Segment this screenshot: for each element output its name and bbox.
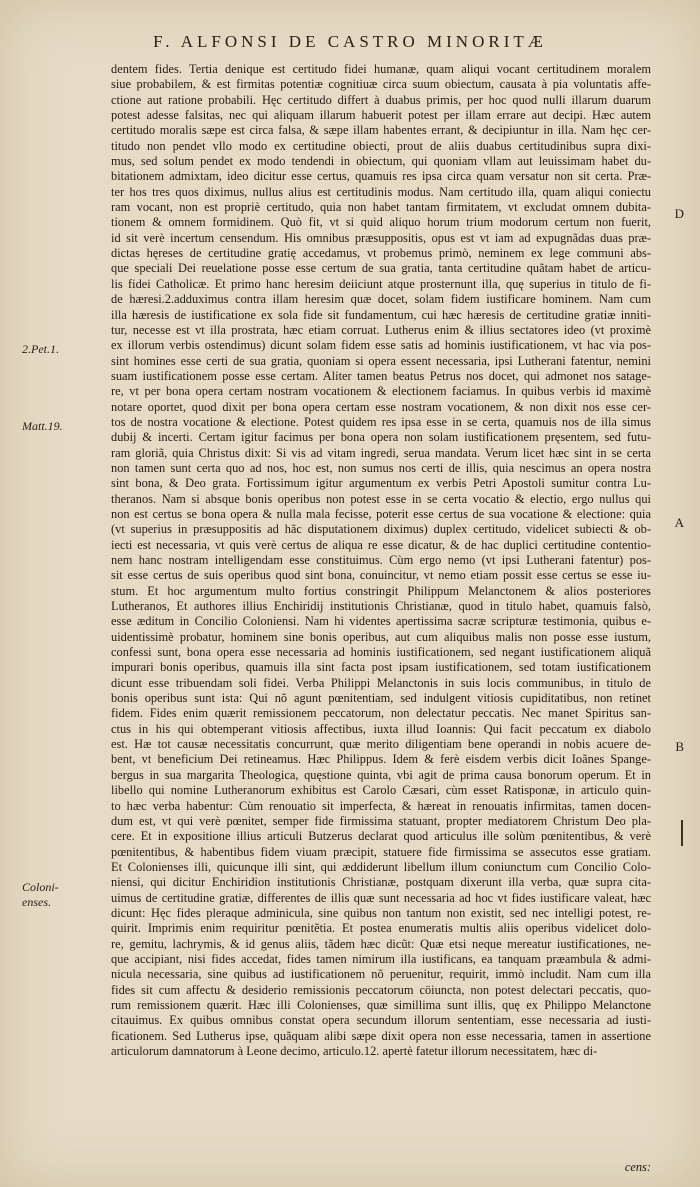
text-line: non est certus se bona opera & nulla mala fecisse, poterit esse certus de sua vocatione & electione: quia bbox=[111, 506, 651, 521]
text-line: stum. Et hoc argumentum multo fortius constringit Philippum Melanctonem & alios posteriores bbox=[111, 583, 651, 598]
text-line: rum remissionem quærit. Hæc illi Colonienses, quæ simillima sunt illis, quę ex Philippo Melanctone bbox=[111, 997, 651, 1012]
text-line: ter hos tres quos diximus, nullus alius est certitudinis modus. Nam certitudo illa, quam aliqui coniectu bbox=[111, 184, 651, 199]
text-line: lis fidei Catholicæ. Et primo hanc heresim deiiciunt atque prosternunt illa, quę superius in titulo de fi- bbox=[111, 276, 651, 291]
text-line: que accipiant, nisi fides accedat, fides tamen nimirum illa iustificans, ea tanquam præambula & admi- bbox=[111, 951, 651, 966]
text-line: ram gloriã, quia Christus dixit: Si vis ad vitam ingredi, serua mandata. Verum licet hæc sint in se certa bbox=[111, 445, 651, 460]
text-line: libello qui nomine Lutheranorum exhibitus est Carolo Cæsari, cùm esset Ratisponæ, in articulo quin- bbox=[111, 783, 651, 798]
text-line: theranos. Nam si absque bonis operibus non potest esse in se certa vocatio & electio, ergo nullus qui bbox=[111, 491, 651, 506]
running-head: F. ALFONSI DE CASTRO MINORITÆ bbox=[153, 32, 547, 51]
margin-letter-b: B bbox=[675, 739, 684, 754]
text-line: siue probabilem, & est firmitas potentiæ cognitiuæ circa suum obiectum, causata à pia voluntatis affe- bbox=[111, 77, 651, 92]
text-line: confessi sunt, bona opera esse necessaria ad hominis iustificationem, sed negant iustificationem aliquã bbox=[111, 645, 651, 660]
text-line: uidentissimè probatur, hominem sine bonis operibus, aut cum aliquibus malis non posse esse iustum, bbox=[111, 629, 651, 644]
catchword: cens: bbox=[624, 1160, 651, 1174]
text-line: que speciali Dei reuelatione posse esse certum de sua gratia, tanta certitudine quãtam habet de articu- bbox=[111, 261, 651, 276]
text-line: sit esse certus de suis operibus quod sint bona, conuincitur, vt nemo etiam possit esse certus se esse iu- bbox=[111, 568, 651, 583]
text-line: articulorum damnatorum à Leone decimo, articulo.12. apertè fatetur illorum necessitatem, hæc di- bbox=[111, 1044, 598, 1058]
margin-note-matt: Matt.19. bbox=[22, 419, 63, 433]
margin-letter-d: D bbox=[674, 206, 684, 221]
text-line: nem hanc nostram intelligendam esse constituimus. Cùm ergo nemo (vt ipsi Lutherani fatentur) pos- bbox=[111, 553, 651, 567]
text-line: ctione aut ratione probabili. Hęc certitudo differt à duabus primis, per hoc quod nulli illarum duarum bbox=[111, 92, 651, 107]
text-line: dicunt esse tribuendam soli fidei. Verba Philippi Melanctonis in suis locis communibus, in titulo de bbox=[111, 675, 651, 690]
text-line: sint bona, & Deo grata. Fortissimum igitur argumentum ex verbis Petri Apostoli sumitur contra Lu- bbox=[111, 476, 651, 491]
text-line: suam iustificationem posse esse certam. Aliter tamen beatus Petrus nos docet, qui admonet nos satage- bbox=[111, 368, 651, 383]
text-line: dicunt: Hęc fides pleraque adminicula, sine quibus non tantum non existit, sed nec intelligi potest, re- bbox=[111, 905, 651, 920]
margin-note-colonienses: Coloni- enses. bbox=[22, 880, 59, 909]
text-line: dubij & incerti. Certam igitur facimus per bona opera non solam iustificationem pręsentem, sed futu- bbox=[111, 430, 651, 445]
text-line: id sit verè incertum censendum. His omnibus præsuppositis, opus est vt iam ad expugnãdas duas præ- bbox=[111, 230, 651, 245]
text-line: potest adesse falsitas, nec qui aliquam illarum habuerit potest per illam errare aut decipi. Hæc autem bbox=[111, 108, 651, 123]
text-line: pœnitentibus, & habentibus fidem viuam præcipit, statuere fide firmissima se assecutos esse gratiam. bbox=[111, 844, 651, 859]
text-line: niensi, qui dicitur Enchiridion institutionis Christianæ, postquam dixerunt illa verba, quæ supra cita- bbox=[111, 875, 651, 890]
text-line: dentem fides. Tertia denique est certitudo fidei humanæ, quam aliqui vocant certitudinem moralem bbox=[111, 62, 651, 76]
text-line: de hæresi.2.adduximus contra illam heresim quæ docet, solam fidem iustificare hominem. Nam cum bbox=[111, 292, 651, 307]
text-line: fides sit cum affectu & desiderio remissionis peccatorum cöiuncta, non potest delectari peccatis, quo- bbox=[111, 982, 651, 997]
text-line: cere. Et in expositione illius articuli Butzerus declarat quod articulus ille solùm pœnitentibus, & verè bbox=[111, 829, 651, 844]
text-line: re, gemitu, lachrymis, & id genus aliis, tãdem hæc dicũt: Quæ etsi neque mereatur iustificationes, ne- bbox=[111, 936, 651, 951]
text-line: Lutheranos, Et authores illius Enchiridij institutionis Christianæ, quod in titulo habet, quamuis falsò, bbox=[111, 599, 651, 614]
text-line: re, vt per bona opera certam nostram vocationem & electionem faciamus. In quibus verbis id maximè bbox=[111, 384, 651, 399]
text-line: ram vocant, non est propriè certitudo, quia non habet tantam firmitatem, vt excludat omnem dubita- bbox=[111, 200, 651, 215]
text-line: ficationem. Sed Lutherus ipse, quãquam alibi sæpe dixit opera non esse necessaria, tamen in assertione bbox=[111, 1028, 651, 1043]
text-line: Et Colonienses illi, quicunque illi sint, qui æddiderunt libellum illum coniunctum cum Concilio Colo- bbox=[111, 859, 651, 874]
text-line: uimus de certitudine gratiæ, differentes de illis quæ sunt necessaria ad hoc vt fides iustificare valeat, hæc bbox=[111, 890, 651, 905]
text-line: esse æditum in Concilio Coloniensi. Nam hi videntes apertissima sacræ scripturæ testimonia, quibus e- bbox=[111, 614, 651, 629]
text-line: non tamen sunt certa quo ad nos, hoc est, non sumus nos certi de illis, quia nescimus an opera nostra bbox=[111, 460, 651, 475]
text-line: ctus in his qui obtemperant vitiosis affectibus, iuxta illud Ioannis: Qui facit peccatum ex diabolo bbox=[111, 721, 651, 736]
text-line: impurari bonis operibus, quamuis illa sint facta post ipsam iustificationem, sed totam iustificationem bbox=[111, 660, 651, 675]
text-line: to hæc verba habentur: Cùm renouatio sit imperfecta, & hæreat in renouatis infirmitas, tamen docen- bbox=[111, 798, 651, 813]
text-line: nicula necessaria, sine quibus ad iustificationem nõ peruenitur, requirit, immò includit. Nam cum illa bbox=[111, 967, 651, 982]
text-line: bonis operibus sunt ista: Qui nõ agunt pœnitentiam, sed indulgent vitiosis cupiditatibus, non retinet bbox=[111, 691, 651, 706]
text-line: iecti est necessaria, vt quis verè certus de aliqua re esse dicatur, & de hac duplici certitudine contentio- bbox=[111, 537, 651, 552]
text-line: citauimus. Ex quibus omnibus constat opera secundum illorum sententiam, esse necessaria ad iusti- bbox=[111, 1013, 651, 1028]
margin-note-petr: 2.Pet.1. bbox=[22, 342, 59, 356]
text-line: dictas hęreses de certitudine gratię accedamus, vt probemus primò, neminem ex lege communi abs- bbox=[111, 246, 651, 261]
margin-letter-a: A bbox=[674, 515, 684, 530]
body-text bbox=[111, 62, 651, 1059]
text-line: tur, necesse est vt illa prostrata, hæc etiam corruat. Lutherus enim & illius sectatores ideo (vt proximè bbox=[111, 322, 651, 337]
text-line: tionem & omnem formidinem. Quò fit, vt si quid aliquo horum trium modorum certum non fuerit, bbox=[111, 215, 651, 230]
text-line: ex illorum verbis ostendimus) dicunt solam fidem esse satis ad hominis iustificationem, vt hac via pos- bbox=[111, 338, 651, 353]
text-line: fidem. Fides enim quærit remissionem peccatorum, non delectatur peccatis. Nec manet Spiritus san- bbox=[111, 706, 651, 721]
text-line: certitudo moralis sæpe est circa falsa, & sæpe illam habentes errant, & decipiuntur in illa. Nam hęc cer- bbox=[111, 123, 651, 138]
text-line: notare oportet, quod dixit per bona opera certam esse nostram vocationem, & non dixit nos esse cer- bbox=[111, 399, 651, 414]
text-line: est. Hæ tot causæ necessitatis concurrunt, quæ merito diligentiam bene operandi in nobis acuere de- bbox=[111, 737, 651, 752]
text-line: illa hæresis de iustificatione ex sola fide sit fundamentum, cui hæc hæresis de certitudine gratiæ inniti- bbox=[111, 307, 651, 322]
text-line: mus, sed solum pendet ex modo tendendi in obiectum, qui quoniam vllam aut leuissimam habet du- bbox=[111, 154, 651, 169]
text-line: sint homines esse certi de sua gratia, quoniam si opera essent necessaria, ipsi Lutherani fatentur, nemini bbox=[111, 353, 651, 368]
margin-mark bbox=[681, 820, 683, 846]
text-line: titudo non pendet vllo modo ex certitudine obiecti, prout de aliis duabus certitudinibus supra dixi- bbox=[111, 138, 651, 153]
text-line: quirit. Imprimis enim requiritur pœnitẽtia. Et postea enumeratis multis aliis operibus videlicet dolo- bbox=[111, 921, 651, 936]
text-line: bent, vt beneficium Dei retineamus. Hæc Philippus. Idem & ferè eisdem verbis dicit Ioãnes Spange- bbox=[111, 752, 651, 767]
text-line: tos de nostra vocatione & electione. Potest quidem res ipsa esse in se certa, quamuis nos de illa simus bbox=[111, 414, 651, 429]
text-line: dum est, vt qui verè pœnitet, semper fide firmissima statuant, propter mediatorem Christum Deo pla- bbox=[111, 813, 651, 828]
text-line: bergus in sua margarita Theologica, quęstione quinta, vbi agit de prima causa bonorum operum. Et in bbox=[111, 767, 651, 782]
text-line: (vt superius in præsuppositis ad hãc disputationem diximus) duplex certitudo, videlicet subiecti & ob- bbox=[111, 522, 651, 537]
text-line: bitationem admixtam, ideo dicitur esse certus, quamuis res ipsa circa quam versatur non sit certa. Præ- bbox=[111, 169, 651, 184]
